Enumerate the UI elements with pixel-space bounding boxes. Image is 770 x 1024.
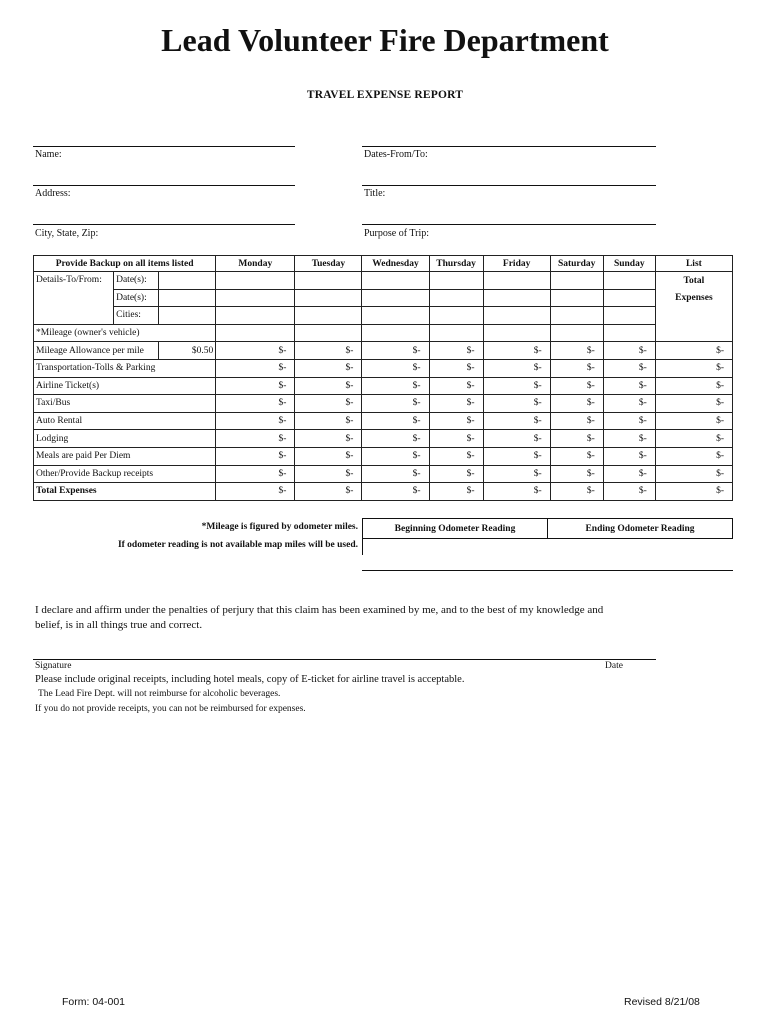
day-amount[interactable]: $-	[295, 465, 362, 483]
day-amount[interactable]: $-	[429, 465, 483, 483]
name-line[interactable]	[33, 146, 295, 147]
address-line[interactable]	[33, 185, 295, 186]
row-label: Total Expenses	[34, 483, 216, 501]
day-amount[interactable]: $-	[216, 483, 295, 501]
signature-line[interactable]	[33, 659, 656, 660]
day-amount[interactable]: $-	[429, 359, 483, 377]
day-amount[interactable]: $-	[295, 377, 362, 395]
odometer-entry-line[interactable]	[362, 570, 733, 571]
row-label: Airline Ticket(s)	[34, 377, 216, 395]
purpose-label: Purpose of Trip:	[364, 228, 430, 239]
day-amount[interactable]: $-	[362, 412, 429, 430]
day-amount[interactable]: $-	[483, 395, 550, 413]
header-provide-backup: Provide Backup on all items listed	[34, 256, 216, 272]
day-amount[interactable]: $-	[216, 447, 295, 465]
details-cell[interactable]	[362, 307, 429, 325]
details-cell[interactable]	[483, 307, 550, 325]
cities-label: Cities:	[114, 307, 159, 325]
day-amount[interactable]: $-	[295, 342, 362, 360]
title-line[interactable]	[362, 185, 656, 186]
list-blank	[655, 324, 732, 342]
row-total: $-	[655, 483, 732, 501]
row-label: Mileage Allowance per mile	[34, 342, 159, 360]
odometer-note-1: *Mileage is figured by odometer miles.	[201, 522, 358, 532]
details-cell[interactable]	[429, 272, 483, 290]
day-amount[interactable]: $-	[483, 359, 550, 377]
dates-line[interactable]	[362, 146, 656, 147]
details-cell[interactable]	[550, 289, 603, 307]
row-total: $-	[655, 342, 732, 360]
mileage-cell[interactable]	[429, 324, 483, 342]
list-expenses-label: Expenses	[655, 289, 732, 307]
table-row	[34, 412, 733, 430]
day-amount[interactable]: $-	[216, 465, 295, 483]
row-total: $-	[655, 412, 732, 430]
day-amount[interactable]: $-	[362, 465, 429, 483]
day-amount[interactable]: $-	[295, 395, 362, 413]
header-thursday: Thursday	[429, 256, 483, 272]
details-cell[interactable]	[295, 272, 362, 290]
mileage-cell[interactable]	[362, 324, 429, 342]
details-row	[34, 289, 733, 307]
day-amount[interactable]: $-	[483, 483, 550, 501]
day-amount[interactable]: $-	[603, 359, 655, 377]
day-amount[interactable]: $-	[362, 447, 429, 465]
dates-label: Dates-From/To:	[364, 149, 428, 160]
expense-table	[33, 255, 733, 501]
day-amount[interactable]: $-	[216, 359, 295, 377]
dates-label-1: Date(s):	[114, 272, 159, 290]
declaration-line-2: belief, is in all things true and correct.	[35, 619, 203, 631]
day-amount[interactable]: $-	[295, 412, 362, 430]
report-subtitle: TRAVEL EXPENSE REPORT	[306, 89, 464, 101]
details-cell[interactable]	[216, 289, 295, 307]
day-amount[interactable]: $-	[483, 447, 550, 465]
day-amount[interactable]: $-	[429, 342, 483, 360]
details-cell[interactable]	[159, 307, 216, 325]
day-amount[interactable]: $-	[429, 430, 483, 448]
day-amount[interactable]: $-	[550, 395, 603, 413]
day-amount[interactable]: $-	[429, 377, 483, 395]
title-label: Title:	[364, 188, 386, 199]
details-row	[34, 272, 733, 290]
day-amount[interactable]: $-	[295, 447, 362, 465]
date-label: Date	[605, 661, 623, 671]
details-cell[interactable]	[362, 272, 429, 290]
day-amount[interactable]: $-	[603, 465, 655, 483]
table-header-row	[34, 256, 733, 272]
day-amount[interactable]: $-	[429, 395, 483, 413]
day-amount[interactable]: $-	[295, 483, 362, 501]
details-cell[interactable]	[550, 272, 603, 290]
day-amount[interactable]: $-	[550, 359, 603, 377]
mileage-note-row	[34, 324, 733, 342]
day-amount[interactable]: $-	[603, 447, 655, 465]
day-amount[interactable]: $-	[603, 412, 655, 430]
day-amount[interactable]: $-	[483, 342, 550, 360]
row-total: $-	[655, 465, 732, 483]
day-amount[interactable]: $-	[603, 430, 655, 448]
day-amount[interactable]: $-	[483, 430, 550, 448]
table-row	[34, 395, 733, 413]
day-amount[interactable]: $-	[483, 377, 550, 395]
row-total: $-	[655, 430, 732, 448]
list-total-label: Total	[655, 272, 732, 290]
header-sunday: Sunday	[603, 256, 655, 272]
table-row	[34, 359, 733, 377]
day-amount[interactable]: $-	[550, 412, 603, 430]
row-total: $-	[655, 447, 732, 465]
purpose-line[interactable]	[362, 224, 656, 225]
day-amount[interactable]: $-	[362, 342, 429, 360]
day-amount[interactable]: $-	[216, 412, 295, 430]
day-amount[interactable]: $-	[603, 377, 655, 395]
row-total: $-	[655, 377, 732, 395]
day-amount[interactable]: $-	[483, 412, 550, 430]
table-row	[34, 377, 733, 395]
details-cell[interactable]	[295, 307, 362, 325]
details-cell[interactable]	[550, 307, 603, 325]
odometer-divider	[362, 537, 363, 555]
mileage-cell[interactable]	[550, 324, 603, 342]
day-amount[interactable]: $-	[550, 342, 603, 360]
day-amount[interactable]: $-	[429, 447, 483, 465]
day-amount[interactable]: $-	[216, 377, 295, 395]
mileage-rate: $0.50	[159, 342, 216, 360]
mileage-cell[interactable]	[483, 324, 550, 342]
page-title: Lead Volunteer Fire Department	[161, 22, 609, 58]
day-amount[interactable]: $-	[362, 395, 429, 413]
row-total: $-	[655, 395, 732, 413]
day-amount[interactable]: $-	[550, 377, 603, 395]
table-row	[34, 447, 733, 465]
header-monday: Monday	[216, 256, 295, 272]
day-amount[interactable]: $-	[216, 395, 295, 413]
day-amount[interactable]: $-	[362, 377, 429, 395]
row-label: Taxi/Bus	[34, 395, 216, 413]
header-tuesday: Tuesday	[295, 256, 362, 272]
row-label: Meals are paid Per Diem	[34, 447, 216, 465]
table-row	[34, 342, 733, 360]
form-number: Form: 04-001	[62, 996, 126, 1008]
city-line[interactable]	[33, 224, 295, 225]
day-amount[interactable]: $-	[550, 465, 603, 483]
odometer-table	[362, 518, 733, 539]
declaration-line-1: I declare and affirm under the penalties of perjury that this claim has been examined by me, and to the best of my knowledge and	[35, 604, 604, 616]
details-cell[interactable]	[603, 272, 655, 290]
day-amount[interactable]: $-	[216, 430, 295, 448]
alcohol-note: The Lead Fire Dept. will not reimburse for alcoholic beverages.	[38, 689, 281, 699]
details-cell[interactable]	[483, 272, 550, 290]
day-amount[interactable]: $-	[216, 342, 295, 360]
city-label: City, State, Zip:	[35, 228, 99, 239]
header-saturday: Saturday	[550, 256, 603, 272]
details-cell[interactable]	[429, 307, 483, 325]
details-cell[interactable]	[603, 289, 655, 307]
day-amount[interactable]: $-	[483, 465, 550, 483]
day-amount[interactable]: $-	[429, 483, 483, 501]
details-cell[interactable]	[603, 307, 655, 325]
no-receipts-note: If you do not provide receipts, you can not be reimbursed for expenses.	[35, 704, 306, 714]
row-total: $-	[655, 359, 732, 377]
mileage-cell[interactable]	[295, 324, 362, 342]
mileage-cell[interactable]	[603, 324, 655, 342]
day-amount[interactable]: $-	[603, 395, 655, 413]
details-cell[interactable]	[159, 272, 216, 290]
odometer-note-2: If odometer reading is not available map miles will be used.	[117, 540, 358, 550]
signature-label: Signature	[35, 661, 72, 671]
day-amount[interactable]: $-	[362, 359, 429, 377]
day-amount[interactable]: $-	[550, 483, 603, 501]
day-amount[interactable]: $-	[295, 359, 362, 377]
day-amount[interactable]: $-	[295, 430, 362, 448]
details-cell[interactable]	[429, 289, 483, 307]
day-amount[interactable]: $-	[603, 483, 655, 501]
details-cell[interactable]	[216, 307, 295, 325]
details-cell[interactable]	[295, 289, 362, 307]
details-cell[interactable]	[216, 272, 295, 290]
mileage-note: *Mileage (owner's vehicle)	[34, 324, 216, 342]
table-row	[34, 430, 733, 448]
day-amount[interactable]: $-	[362, 430, 429, 448]
details-row	[34, 307, 733, 325]
mileage-cell[interactable]	[216, 324, 295, 342]
day-amount[interactable]: $-	[429, 412, 483, 430]
details-cell[interactable]	[362, 289, 429, 307]
day-amount[interactable]: $-	[603, 342, 655, 360]
details-cell[interactable]	[159, 289, 216, 307]
day-amount[interactable]: $-	[362, 483, 429, 501]
name-label: Name:	[35, 149, 62, 160]
details-label: Details-To/From:	[34, 272, 114, 325]
expense-rows	[34, 342, 733, 500]
row-label: Lodging	[34, 430, 216, 448]
table-row	[34, 483, 733, 501]
list-blank	[655, 307, 732, 325]
header-wednesday: Wednesday	[362, 256, 429, 272]
beginning-odometer-header: Beginning Odometer Reading	[363, 519, 548, 539]
details-cell[interactable]	[483, 289, 550, 307]
header-friday: Friday	[483, 256, 550, 272]
row-label: Other/Provide Backup receipts	[34, 465, 216, 483]
header-list: List	[655, 256, 732, 272]
row-label: Auto Rental	[34, 412, 216, 430]
day-amount[interactable]: $-	[550, 447, 603, 465]
revised-date: Revised 8/21/08	[624, 996, 700, 1008]
table-row	[34, 465, 733, 483]
ending-odometer-header: Ending Odometer Reading	[548, 519, 733, 539]
row-label: Transportation-Tolls & Parking	[34, 359, 216, 377]
dates-label-2: Date(s):	[114, 289, 159, 307]
receipts-note: Please include original receipts, including hotel meals, copy of E-ticket for airline travel is acceptable.	[35, 674, 465, 685]
day-amount[interactable]: $-	[550, 430, 603, 448]
address-label: Address:	[35, 188, 71, 199]
